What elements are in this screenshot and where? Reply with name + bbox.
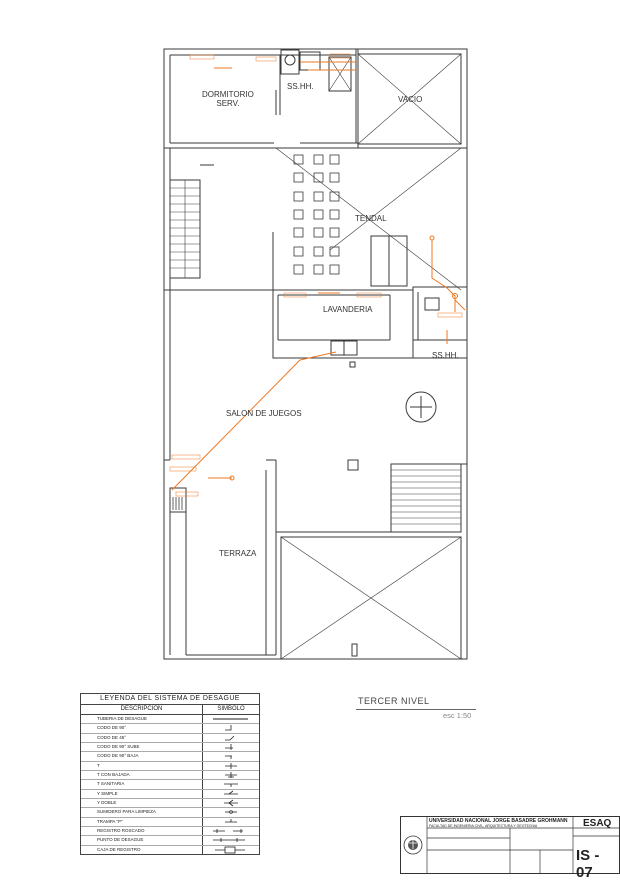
legend-row-desc: REGISTRO ROSCADO <box>81 827 203 835</box>
legend-row <box>81 743 259 752</box>
room-label-sshh-right: SS.HH. <box>432 351 459 360</box>
room-label-lavanderia: LAVANDERIA <box>323 305 373 314</box>
elbow-90-icon <box>203 724 258 732</box>
legend-row-desc: Y SIMPLE <box>81 790 203 798</box>
threaded-register-icon <box>203 827 258 835</box>
legend-row-desc: PUNTO DE DESAGUE <box>81 836 203 844</box>
legend-row-desc: Y DOBLE <box>81 799 203 807</box>
legend-col-symbol: SIMBOLO <box>217 706 245 712</box>
legend-row <box>81 827 259 836</box>
sanitary-tee-icon <box>203 780 258 788</box>
brand-logo-text: ESAQ <box>583 818 612 829</box>
outer-wall <box>164 49 467 659</box>
legend-row-desc: CODO DE 90° SUBE <box>81 743 203 751</box>
elbow-45-icon <box>203 734 258 742</box>
legend-row <box>81 734 259 743</box>
sheet-code: IS - 07 <box>576 847 600 881</box>
drain-annotations <box>170 54 462 496</box>
room-label-sshh-top: SS.HH. <box>287 82 314 91</box>
tee-icon <box>203 762 258 770</box>
legend-row-desc: TUBERIA DE DESAGUE <box>81 715 203 723</box>
legend-row-desc: T SANITARIA <box>81 780 203 788</box>
legend-row <box>81 836 259 845</box>
room-label-dormitorio-line2: SERV. <box>216 99 240 108</box>
faculty-name: FACULTAD DE INGENIERIA CIVIL, ARQUITECTURA Y GEOTECNIA <box>429 824 538 828</box>
legend-title: LEYENDA DEL SISTEMA DE DESAGUE <box>81 694 259 705</box>
room-label-dormitorio <box>202 90 254 108</box>
room-label-terraza: TERRAZA <box>219 549 257 558</box>
legend-row-desc: CODO DE 90° <box>81 724 203 732</box>
legend-row <box>81 771 259 780</box>
drawing-title-underline <box>356 709 476 710</box>
room-label-vacio: VACIO <box>398 95 423 104</box>
legend-row <box>81 724 259 733</box>
legend-row <box>81 780 259 789</box>
university-seal-icon <box>404 836 422 854</box>
p-trap-icon <box>203 818 258 826</box>
legend-row <box>81 799 259 808</box>
legend-row-desc: T <box>81 762 203 770</box>
elbow-90-up-icon <box>203 743 258 751</box>
room-label-tendal: TENDAL <box>355 214 387 223</box>
drawing-scale: esc 1:50 <box>443 711 472 720</box>
legend-row-desc: TRAMPA "P" <box>81 818 203 826</box>
legend-row <box>81 846 259 854</box>
legend-row <box>81 790 259 799</box>
legend-header <box>81 705 259 715</box>
title-block <box>400 816 620 881</box>
drawing-title: TERCER NIVEL <box>358 696 430 706</box>
legend-row <box>81 808 259 817</box>
room-label-dormitorio-line1: DORMITORIO <box>202 90 254 99</box>
legend-row <box>81 762 259 771</box>
legend-row <box>81 752 259 761</box>
legend-row <box>81 818 259 827</box>
tee-down-icon <box>203 771 258 779</box>
legend-row-desc: CAJA DE REGISTRO <box>81 846 203 854</box>
legend-row-desc: SUMIDERO PARA LIMPIEZA <box>81 808 203 816</box>
drain-point-icon <box>203 836 258 844</box>
laundry-room-walls <box>273 290 413 358</box>
drain-network <box>172 62 465 490</box>
drainage-legend <box>80 693 260 855</box>
legend-row <box>81 715 259 724</box>
pipe-line-icon <box>203 715 258 723</box>
cleanout-drain-icon <box>203 808 258 816</box>
legend-row-desc: CODO DE 45° <box>81 734 203 742</box>
university-name: UNIVERSIDAD NACIONAL JORGE BASADRE GROHMANN <box>429 818 568 824</box>
wye-double-icon <box>203 799 258 807</box>
register-box-icon <box>203 846 258 854</box>
room-label-salon: SALON DE JUEGOS <box>226 409 302 418</box>
elbow-90-down-icon <box>203 752 258 760</box>
legend-col-description: DESCRIPCION <box>81 705 203 714</box>
legend-row-desc: CODO DE 90° BAJA <box>81 752 203 760</box>
legend-row-desc: T CON BAJADA <box>81 771 203 779</box>
wye-single-icon <box>203 790 258 798</box>
legend-rows <box>81 715 259 854</box>
